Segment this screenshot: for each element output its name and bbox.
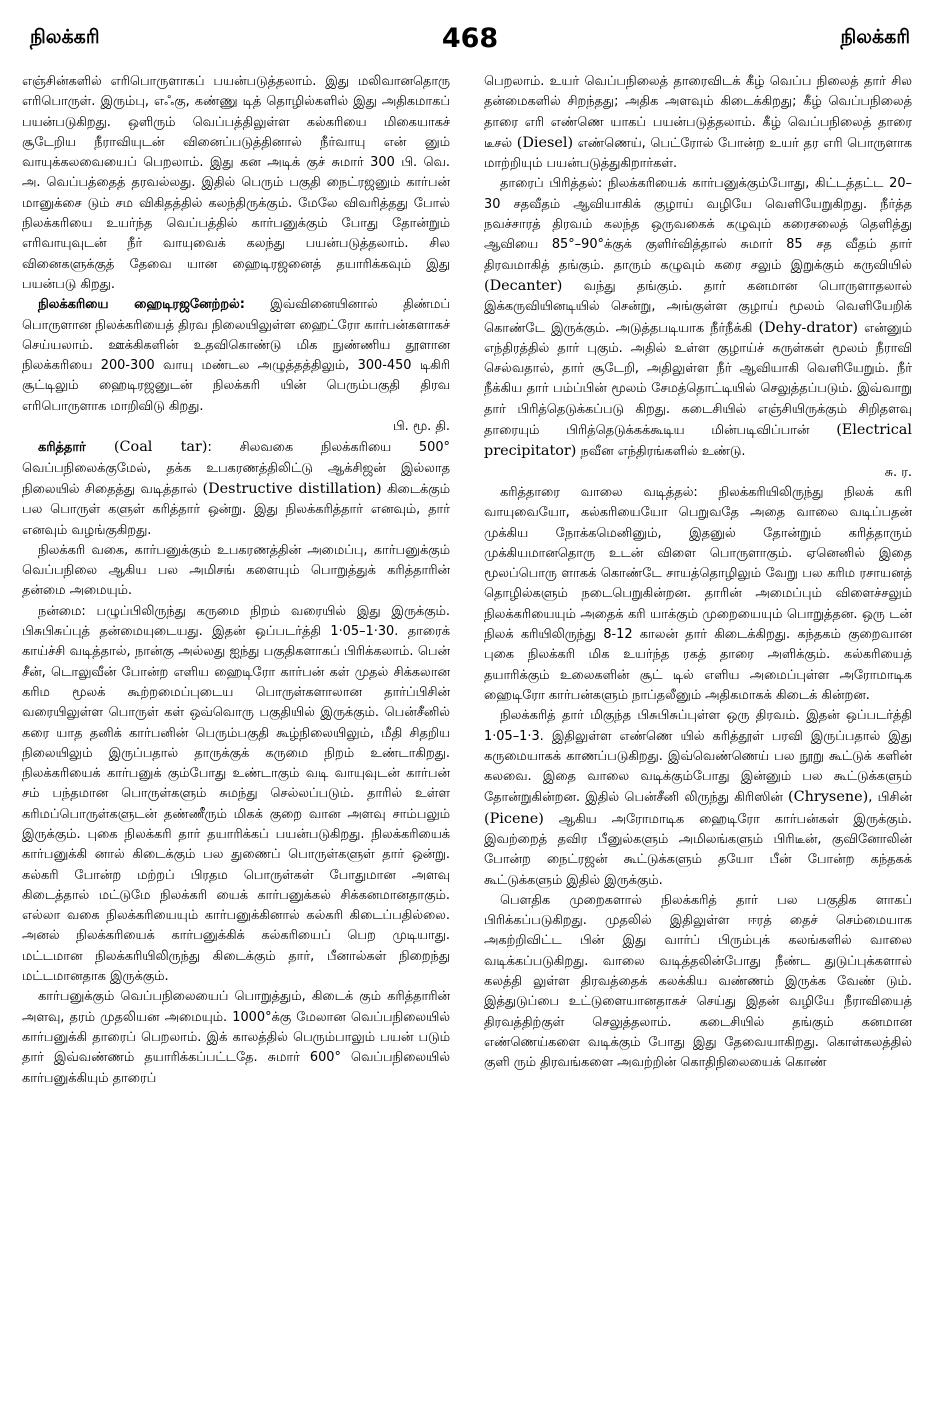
paragraph: தாரைப் பிரித்தல்: நிலக்கரியைக் கார்பனுக்கும்போது, கிட்டத்தட்ட 20–30 சதவீதம் ஆவியாகிக் குழாய் வழியே வெளியேறுகிறது. நீர்த்த நவச்சாரத் திரவம் கலந்த ஒருவகைக் கழுவும் கரைசலைத் தெளித்து ஆவியை 85°–90°க்குக் குளிர்வித்தால் சுமார் 85 சத வீதம் தார் திரவமாகித் தங்கும். தாரும் கழுவும் கரை சலும் இறுக்கும் கருவியில் (Decanter) வந்து தங்கும். தார் கனமான பொருளாதலால் இக்கருவியினடியில் சென்று, அங்குள்ள குழாய் மூலம் வெளியேறிக் கொண்டே இருக்கும். அடுத்தபடியாக நீர்நீக்கி (Dehy-drator) என்னும் எந்திரத்தில் தார் புகும். அதில் உள்ள குழாய்ச் சுருள்கள் மூலம் நீராவி செல்வதால், தார் சூடேறி, அதிலுள்ள நீர் ஆவியாகி வெளியேறும். நீர் நீக்கிய தார் பம்ப்பின் மூலம் சேமத்தொட்டியில் செலுத்தப்படும். இவ்வாறு தார் பிரித்தெடுக்கப்படு கிறது. கடைசியில் எஞ்சியிருக்கும் சிறிதளவு தாரையும் பிரித்தெடுக்கக்கூடிய மின்படிவிப்பான் (Electrical precipitator) நவீன எந்திரங்களில் உண்டு.: [484, 176, 912, 460]
right-column: [484, 72, 912, 1412]
paragraph: கரித்தாரை வாலை வடித்தல்: நிலக்கரியிலிருந்து நிலக் கரி வாயுவையோ, கல்கரியையோ பெறுவதே அதை வாலை வடிப்பதன் முக்கிய நோக்கமெனினும், இதனுல் தோன்றும் கரித்தாரும் முக்கியமானதொரு உடன் விளை பொருளாகும். ஏனெனில் இதை மூலப்பொரு ளாகக் கொண்டே சாயத்தொழிலும் வேறு பல கரிம ரசாயனத் தொழில்களும் நடைபெறுகின்றன. தாரின் அமைப்பும் விளைச்சலும் நிலக்கரியையும் அதைக் கரி யாக்கும் முறையையும் பொறுத்தன. ஒரு டன் நிலக் கரியிலிருந்து 8-12 காலன் தார் கிடைக்கிறது. கந்தகம் குறைவான புகை நிலக்கரி மிக உயர்ந்த ரகத் தாரை அளிக்கும். கல்கரியைத் தயாரிக்கும் உலைகளின் சூட் டில் எளிய அமைப்புள்ள அரோமாடிக ஹைடிரோ கார்பன்களும் நாப்தலீனும் அதிகமாகக் கிடைக் கின்றன.: [484, 484, 912, 703]
paragraph: எஞ்சின்களில் எரிபொருளாகப் பயன்படுத்தலாம். இது மலிவானதொரு எரிபொருள். இரும்பு, எஃகு, கண்ணு டித் தொழில்களில் இது அதிகமாகப் பயன்படுகிறது. ஒளிரும் வெப்பத்திலுள்ள கல்கரியை மிகையாகச் சூடேறிய நீராவியுடன் வினைப்படுத்தினால் நீர்வாயு என் னும் வாயுக்கலவையைப் பெறலாம். இது கன அடிக் குச் சுமார் 300 பி. வெ. அ. வெப்பத்தைத் தரவல்லது. இதில் பெரும் பகுதி நைட்ரஜனும் கார்பன் மானுக்சை டும் சம விகிதத்தில் கலந்திருக்கும். மேலே விவரித்தது போல் நிலக்கரியை உயர்ந்த வெப்பத்தில் கார்பனுக்கும் போது தோன்றும் எரிவாயுவுடன் நீர் வாயுவைக் கலந்து பயன்படுத்தலாம். சில வினைகளுக்குத் தேவை யான ஹைடிரஜனைத் தயாரிக்கவும் இது பயன்படு கிறது.: [22, 74, 450, 292]
running-head-right: நிலக்கரி: [840, 25, 910, 48]
page-header: [30, 16, 910, 60]
left-column: [22, 72, 450, 1412]
author-initials: பி. மூ. தி.: [392, 419, 450, 435]
paragraph: கரித்தார் (Coal tar): சிலவகை நிலக்கரியை 500° வெப்பநிலைக்குமேல், தக்க உபகரணத்திலிட்டு ஆக்சிஜன் இல்லாத நிலையில் சிதைத்து வடித்தால் (Destructive distillation) கிடைக்கும் பல பொருள் களுள் கரித்தார் ஒன்று. இது நிலக்கரித்தார் எனவும், தார் எனவும் வழங்குகிறது.: [22, 439, 450, 538]
section-term: நிலக்கரியை ஹைடிரஜனேற்றல்:: [38, 297, 245, 313]
author-initials: சு. ர.: [884, 464, 912, 480]
paragraph: நன்மை: பழுப்பிலிருந்து கருமை நிறம் வரையில் இது இருக்கும். பிசுபிசுப்புத் தன்மையுடையது. இதன் ஒப்படர்த்தி 1·05–1·30. தாரைக் காய்ச்சி வடித்தால், நான்கு அல்லது ஐந்து பகுதிகளாகப் பிரிக்கலாம். பென் சீன், டொலுவீன் போன்ற எளிய ஹைடிரோ கார்பன் கள் முதல் சிக்கலான கரிம மூலக் கூற்றமைப்புடைய பொருள்களாலான தார்ப்பிசின் வரையிலுள்ள பொருள் கள் ஒவ்வொரு பகுதியில் இருக்கும். பென்சீனில் கரை யாத தனிக் கார்பனின் பெரும்பகுதி கூழ்நிலையிலும், மீதி சிதறிய நிலையிலும் இருப்பதால் தாருக்குக் கருமை நிறம் உண்டாகிறது. நிலக்கரியைக் கார்பனுக் கும்போது உண்டாகும் வடி வாயுவுடன் கார்பன் சம் பந்தமான பொருள்களும் சுமந்து செல்லப்படும். தாரில் உள்ள கரிமப்பொருள்களுடன் தண்ணீரும் மிகக் குறை வான அளவு சாம்பலும் இருக்கும். புகை நிலக்கரி தார் தயாரிக்கப் பயன்படுகிறது. நிலக்கரியைக் கார்பனுக்கி னால் கிடைக்கும் பல துணைப் பொருள்களுள் தார் ஒன்று. கல்கரி போன்ற மற்றப் பிரதம பொருள்கள் போதுமான அளவு கிடைத்தால் மட்டுமே நிலக்கரி யைக் கார்பனுக்கல் சிக்கனமானதாகும். எல்லா வகை நிலக்கரியையும் கார்பனுக்கினால் கல்கரி கிடைப்பதில்லை. அனல் நிலக்கரியைக் கார்பனுக்கிக் கல்கரியைப் பெற முடியாது. மட்டமான நிலக்கரியிலிருந்து கிடைக்கும் தார், பீனால்கள் நிறைந்து மட்டமானதாக இருக்கும்.: [22, 603, 450, 985]
page-number: 468: [441, 22, 499, 54]
paragraph: பெறலாம். உயர் வெப்பநிலைத் தாரைவிடக் கீழ் வெப்ப நிலைத் தார் சில தன்மைகளில் சிறந்தது; அதிக அளவும் கிடைக்கிறது; கீழ் வெப்பநிலைத் தாரை எரி எண்ணெ யாகப் பயன்படுத்தலாம். கீழ் வெப்பநிலைத் தாரை டீசல் (Diesel) எண்ணெய், பெட்ரோல் போன்ற உயர் தர எரி பொருளாக மாற்றியும் பயன்படுத்துகிறார்கள்.: [484, 74, 912, 172]
running-head-left: நிலக்கரி: [30, 25, 100, 48]
paragraph: கார்பனுக்கும் வெப்பநிலையைப் பொறுத்தும், கிடைக் கும் கரித்தாரின் அளவு, தரம் முதலியன அமையும். 1000°க்கு மேலான வெப்பநிலையில் கார்பனுக்கி தாரைப் பெறலாம். இக் காலத்தில் பெரும்பாலும் பயன் படும் தார் இவ்வண்ணம் தயாரிக்கப்பட்டதே. சுமார் 600° வெப்பநிலையில் கார்பனுக்கியும் தாரைப்: [22, 989, 450, 1086]
paragraph: நிலக்கரித் தார் மிகுந்த பிசுபிசுப்புள்ள ஒரு திரவம். இதன் ஒப்படர்த்தி 1·05–1·3. இதிலுள்ள எண்ணெ யில் கரித்தூள் பரவி இருப்பதால் இது கருமையாகக் காணப்படுகிறது. இவ்வெண்ணெய் பல நூறு கூட்டுக் களின் கலவை. இதை வாலை வடிக்கும்போது இன்னும் பல கூட்டுக்களும் தோன்றுகின்றன. இதில் பென்சீனி லிருந்து கிரிஸின் (Chrysene), பிசின் (Picene) ஆகிய அரோமாடிக ஹைடிரோ கார்பன்கள் இருக்கும். இவற்றைத் தவிர பீனுல்களும் அமிலங்களும் பிரிடீன், குவினோலின் போன்ற நைட்ரஜன் கூட்டுக்களும் தயோ பீன் போன்ற கந்தகக் கூட்டுக்களும் இதில் இருக்கும்.: [484, 708, 912, 888]
paragraph: நிலக்கரி வகை, கார்பனுக்கும் உபகரணத்தின் அமைப்பு, கார்பனுக்கும் வெப்பநிலை ஆகிய பல அமிசங் களையும் பொறுத்துக் கரித்தாரின் தன்மை அமையும்.: [22, 542, 450, 599]
paragraph: பௌதிக முறைகளால் நிலக்கரித் தார் பல பகுதிக ளாகப் பிரிக்கப்படுகிறது. முதலில் இதிலுள்ள ஈரத் தைச் செம்மையாக அகற்றிவிட்ட பின் இது வார்ப் பிரும்புக் கலங்களில் வாலை வடிக்கப்படுகிறது. வாலை வடித்தலின்போது நீண்ட துடுப்புக்களால் கலத்தி லுள்ள திரவத்தைக் கலக்கிய வண்ணம் இருக்க வேண் டும். இத்துடுப்பை உட்டுளையானதாகச் செய்து இதன் வழியே நீராவியைத் திரவத்திற்குள் செலுத்தலாம். கடைசியில் தங்கும் கனமான எண்ணெய்களை வடிக்கும் போது இது தேவையாகிறது. கொள்கலத்தில் குளி ரும் திரவங்களை அவற்றின் கொதிநிலையைக் கொண்: [484, 892, 912, 1071]
section-term: கரித்தார்: [38, 440, 114, 456]
paragraph: நிலக்கரியை ஹைடிரஜனேற்றல்: இவ்வினையினால் திண்மப் பொருளான நிலக்கரியைத் திரவ நிலையிலுள்ள ஹைட்ரோ கார்பன்களாகச் செய்யலாம். ஊக்கிகளின் உதவிகொண்டு மிக நுண்ணிய தூளான நிலக்கரியை 200-300 வாயு மண்டல அழுத்தத்திலும், 300-450 டிகிரி சூட்டிலும் ஹைடிரஜனுடன் நிலக்கரி யின் பெரும்பகுதி திரவ எரிபொருளாக மாறிவிடு கிறது.: [22, 297, 450, 414]
